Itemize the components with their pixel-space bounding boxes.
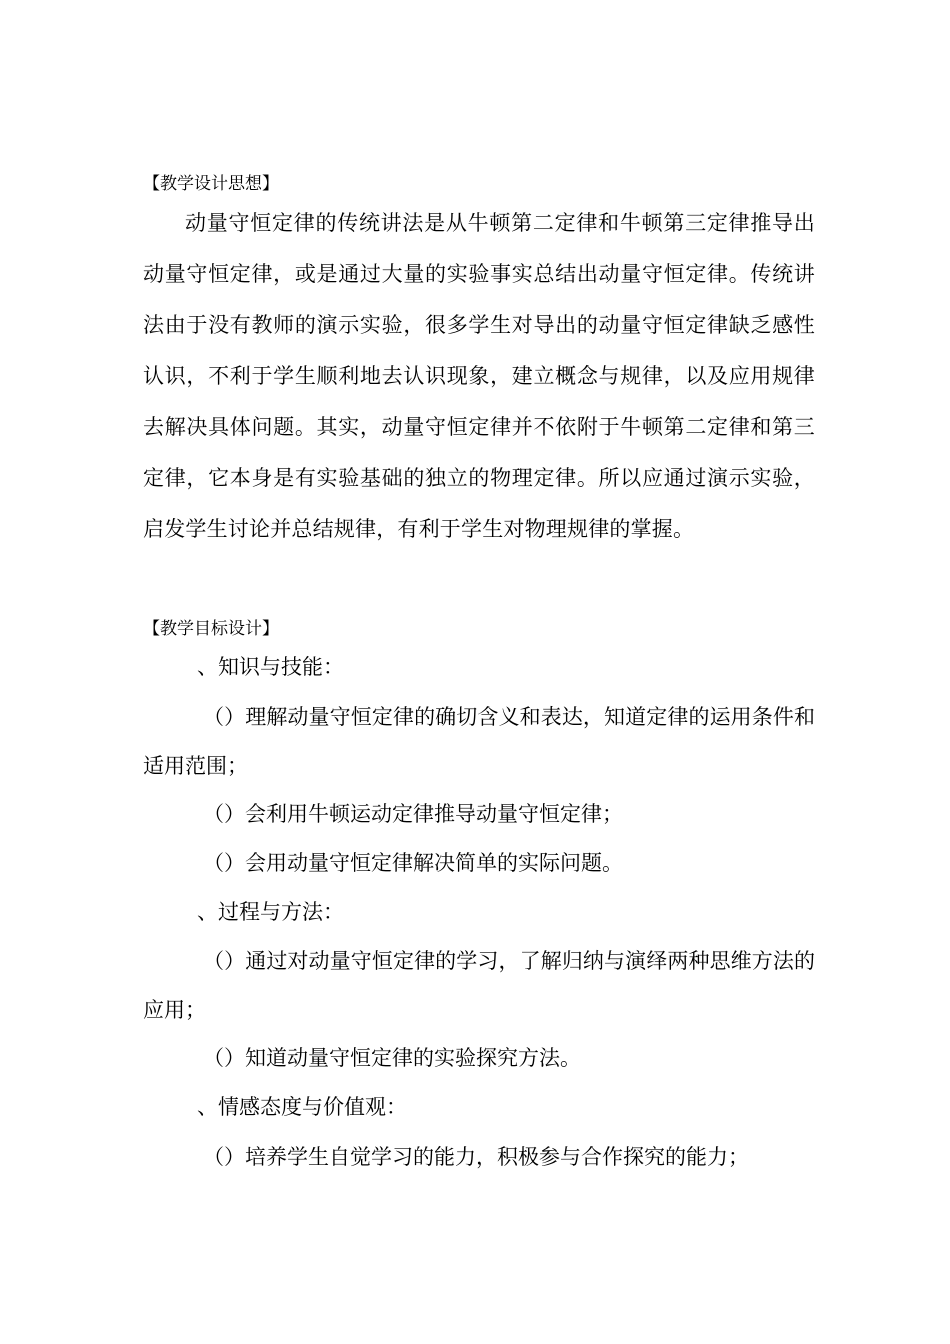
design-thought-heading: 【教学设计思想】 [143,174,279,194]
design-thought-paragraph: 动量守恒定律的传统讲法是从牛顿第二定律和牛顿第三定律推导出动量守恒定律，或是通过大量的实验事实总结出动量守恒定律。传统讲法由于没有教师的演示实验，很多学生对导出的动量守恒定律缺乏感性认识，不利于学生顺利地去认识现象，建立概念与规律，以及应用规律去解决具体问题。其实，动量守恒定律并不依附于牛顿第二定律和第三定律，它本身是有实验基础的独立的物理定律。所以应通过演示实验，启发学生讨论并总结规律，有利于学生对物理规律的掌握。 [143,211,815,541]
process-methods-title: 、过程与方法： [197,900,344,924]
goal-design-heading: 【教学目标设计】 [143,619,279,639]
knowledge-skills-title: 、知识与技能： [197,655,344,679]
emotion-item-1: （）培养学生自觉学习的能力，积极参与合作探究的能力； [203,1145,749,1169]
knowledge-item-3: （）会用动量守恒定律解决简单的实际问题。 [203,851,623,875]
emotion-values-title: 、情感态度与价值观： [197,1095,407,1119]
process-item-2: （）知道动量守恒定律的实验探究方法。 [203,1046,581,1070]
knowledge-item-2: （）会利用牛顿运动定律推导动量守恒定律； [203,802,623,826]
knowledge-item-1: （）理解动量守恒定律的确切含义和表达，知道定律的运用条件和适用范围； [143,705,815,778]
process-item-1: （）通过对动量守恒定律的学习，了解归纳与演绎两种思维方法的应用； [143,949,815,1022]
